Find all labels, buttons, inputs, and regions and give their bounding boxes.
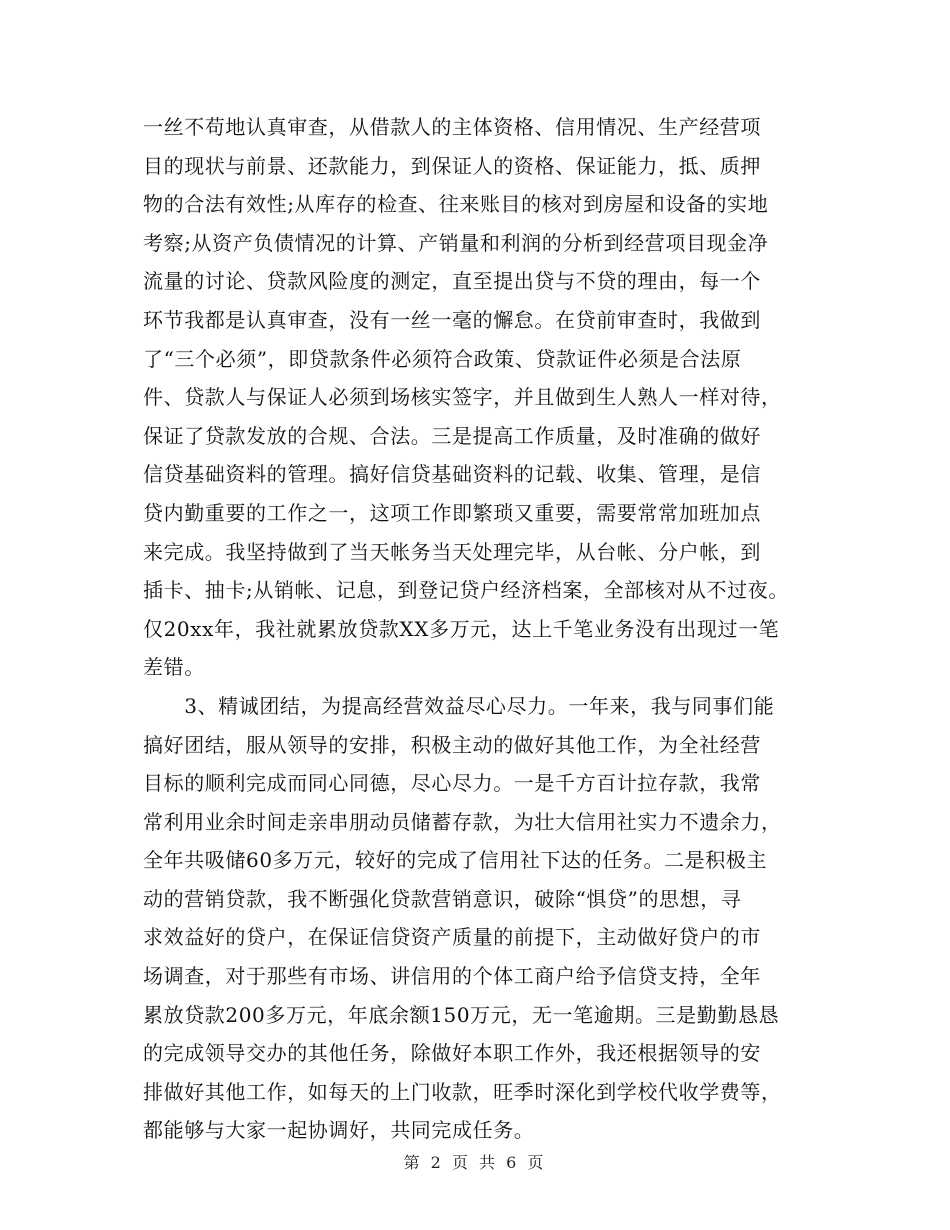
text-line: 一丝不苟地认真审查，从借款人的主体资格、信用情况、生产经营项 xyxy=(143,115,761,139)
text-line: 了“三个必须”，即贷款条件必须符合政策、贷款证件必须是合法原 xyxy=(143,346,742,371)
text-line: 环节我都是认真审查，没有一丝一毫的懈怠。在贷前审查时，我做到 xyxy=(143,307,761,332)
text-line: 搞好团结，服从领导的安排，积极主动的做好其他工作，为全社经营 xyxy=(143,732,761,757)
text-line: 动的营销贷款，我不断强化贷款营销意识，破除“惧贷”的思想，寻 xyxy=(143,886,742,911)
text-line: 考察;从资产负债情况的计算、产销量和利润的分析到经营项目现金净 xyxy=(143,230,769,255)
text-line: 场调查，对于那些有市场、讲信用的个体工商户给予信贷支持，全年 xyxy=(143,964,761,989)
text-line: 3、精诚团结，为提高经营效益尽心尽力。一年来，我与同事们能 xyxy=(143,693,775,718)
page-footer xyxy=(0,1150,950,1173)
text-line: 差错。 xyxy=(143,655,205,680)
text-line: 插卡、抽卡;从销帐、记息，到登记贷户经济档案，全部核对从不过夜。 xyxy=(143,578,789,603)
text-line: 的完成领导交办的其他任务，除做好本职工作外，我还根据领导的安 xyxy=(143,1041,761,1066)
text-line: 来完成。我坚持做到了当天帐务当天处理完毕，从台帐、分户帐，到 xyxy=(143,539,761,564)
text-line: 求效益好的贷户，在保证信贷资产质量的前提下，主动做好贷户的市 xyxy=(143,925,761,950)
text-line: 流量的讨论、贷款风险度的测定，直至提出贷与不贷的理由，每一个 xyxy=(143,269,761,294)
text-line: 信贷基础资料的管理。搞好信贷基础资料的记载、收集、管理，是信 xyxy=(143,462,761,487)
text-line: 都能够与大家一起协调好，共同完成任务。 xyxy=(143,1118,535,1143)
text-line: 仅20xx年，我社就累放贷款XX多万元，达上千笔业务没有出现过一笔 xyxy=(143,616,780,641)
text-line: 物的合法有效性;从库存的检查、往来账目的核对到房屋和设备的实地 xyxy=(143,192,769,217)
text-line: 累放贷款200多万元，年底余额150万元，无一笔逾期。三是勤勤恳恳 xyxy=(143,1002,780,1027)
text-line: 全年共吸储60多万元，较好的完成了信用社下达的任务。二是积极主 xyxy=(143,848,768,873)
body-text xyxy=(143,108,823,1150)
text-line: 目标的顺利完成而同心同德，尽心尽力。一是千方百计拉存款，我常 xyxy=(143,771,761,796)
page-number: 第 2 页 共 6 页 xyxy=(403,1153,547,1172)
text-line: 排做好其他工作，如每天的上门收款，旺季时深化到学校代收学费等， xyxy=(143,1079,782,1104)
text-line: 目的现状与前景、还款能力，到保证人的资格、保证能力，抵、质押 xyxy=(143,153,761,178)
text-line: 件、贷款人与保证人必须到场核实签字，并且做到生人熟人一样对待， xyxy=(143,385,782,410)
text-line: 贷内勤重要的工作之一，这项工作即繁琐又重要，需要常常加班加点 xyxy=(143,500,761,525)
text-line: 保证了贷款发放的合规、合法。三是提高工作质量，及时准确的做好 xyxy=(143,423,761,448)
text-line: 常利用业余时间走亲串朋动员储蓄存款，为壮大信用社实力不遗余力， xyxy=(143,809,782,834)
